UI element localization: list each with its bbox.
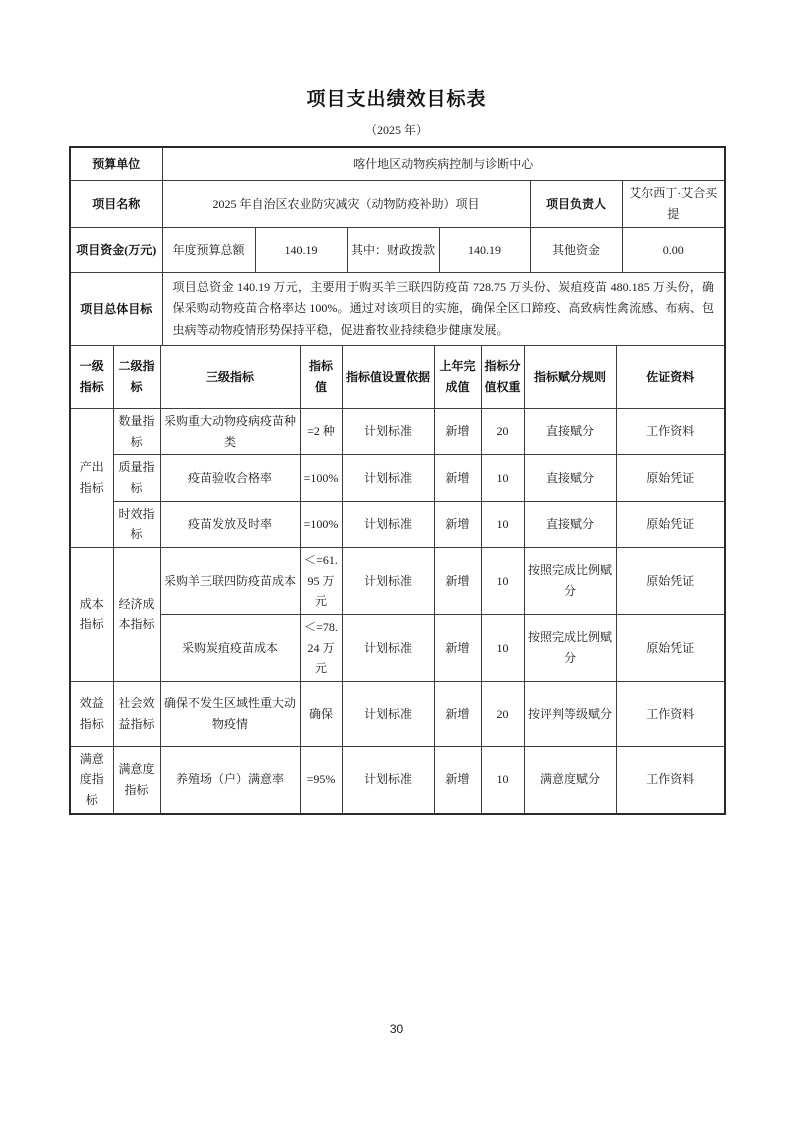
level3-cell: 确保不发生区域性重大动物疫情 <box>160 681 300 746</box>
level2-cell: 数量指标 <box>113 409 160 455</box>
header-level2: 二级指标 <box>113 346 160 409</box>
prev-cell: 新增 <box>434 681 481 746</box>
indicator-table <box>69 345 726 815</box>
evidence-cell: 工作资料 <box>616 409 725 455</box>
rule-cell: 按照完成比例赋分 <box>524 614 616 681</box>
funds-label: 项目资金(万元) <box>70 228 162 273</box>
weight-cell: 10 <box>481 746 524 813</box>
indicator-row-timeliness <box>70 501 725 547</box>
header-level1: 一级指标 <box>70 346 113 409</box>
indicator-header-row <box>70 346 725 409</box>
basis-cell: 计划标准 <box>342 409 434 455</box>
value-cell: =95% <box>300 746 342 813</box>
evidence-cell: 原始凭证 <box>616 547 725 614</box>
page-title: 项目支出绩效目标表 <box>306 89 487 110</box>
indicator-row-benefit <box>70 681 725 746</box>
basis-cell: 计划标准 <box>342 746 434 813</box>
weight-cell: 10 <box>481 455 524 501</box>
value-cell: =100% <box>300 455 342 501</box>
indicator-row-cost-anthrax-vaccine <box>70 614 725 681</box>
prev-cell: 新增 <box>434 455 481 501</box>
level2-cell: 社会效益指标 <box>113 681 160 746</box>
value-cell: 确保 <box>300 681 342 746</box>
indicator-row-quality <box>70 455 725 501</box>
budget-unit-row <box>70 147 725 181</box>
prev-cell: 新增 <box>434 409 481 455</box>
header-prev: 上年完成值 <box>434 346 481 409</box>
rule-cell: 直接赋分 <box>524 501 616 547</box>
rule-cell: 按评判等级赋分 <box>524 681 616 746</box>
header-evidence: 佐证资料 <box>616 346 725 409</box>
level1-cost-cell: 成本指标 <box>70 547 113 681</box>
rule-cell: 直接赋分 <box>524 455 616 501</box>
weight-cell: 20 <box>481 409 524 455</box>
project-info-table <box>69 146 726 346</box>
level3-cell: 采购重大动物疫病疫苗种类 <box>160 409 300 455</box>
project-name-value: 2025 年自治区农业防灾减灾（动物防疫补助）项目 <box>162 181 530 228</box>
prev-cell: 新增 <box>434 614 481 681</box>
project-name-row <box>70 181 725 228</box>
level1-output-cell: 产出指标 <box>70 409 113 548</box>
level1-benefit-cell: 效益指标 <box>70 681 113 746</box>
basis-cell: 计划标准 <box>342 681 434 746</box>
annual-budget-label: 年度预算总额 <box>162 228 255 273</box>
value-cell: =2 种 <box>300 409 342 455</box>
weight-cell: 10 <box>481 547 524 614</box>
other-funds-value: 0.00 <box>622 228 725 273</box>
value-cell: ＜=61.95 万元 <box>300 547 342 614</box>
weight-cell: 20 <box>481 681 524 746</box>
basis-cell: 计划标准 <box>342 501 434 547</box>
budget-unit-label: 预算单位 <box>70 147 162 181</box>
project-leader-label: 项目负责人 <box>530 181 622 228</box>
budget-unit-value: 喀什地区动物疾病控制与诊断中心 <box>162 147 725 181</box>
value-cell: ＜=78.24 万元 <box>300 614 342 681</box>
prev-cell: 新增 <box>434 746 481 813</box>
level2-cell: 时效指标 <box>113 501 160 547</box>
page-number: 30 <box>389 1022 404 1036</box>
evidence-cell: 工作资料 <box>616 681 725 746</box>
value-cell: =100% <box>300 501 342 547</box>
prev-cell: 新增 <box>434 501 481 547</box>
evidence-cell: 原始凭证 <box>616 501 725 547</box>
evidence-cell: 工作资料 <box>616 746 725 813</box>
evidence-cell: 原始凭证 <box>616 614 725 681</box>
level2-economic-cost-cell: 经济成本指标 <box>113 547 160 681</box>
evidence-cell: 原始凭证 <box>616 455 725 501</box>
level3-cell: 采购羊三联四防疫苗成本 <box>160 547 300 614</box>
weight-cell: 10 <box>481 501 524 547</box>
fiscal-allocation-value: 140.19 <box>439 228 530 273</box>
basis-cell: 计划标准 <box>342 614 434 681</box>
fiscal-allocation-label: 其中：财政拨款 <box>347 228 439 273</box>
rule-cell: 满意度赋分 <box>524 746 616 813</box>
header-level3: 三级指标 <box>160 346 300 409</box>
annual-budget-value: 140.19 <box>255 228 347 273</box>
indicator-row-satisfaction <box>70 746 725 813</box>
indicator-row-quantity <box>70 409 725 455</box>
header-value: 指标值 <box>300 346 342 409</box>
level2-cell: 满意度指标 <box>113 746 160 813</box>
header-weight: 指标分值权重 <box>481 346 524 409</box>
other-funds-label: 其他资金 <box>530 228 622 273</box>
overall-goal-row <box>70 273 725 346</box>
level3-cell: 疫苗发放及时率 <box>160 501 300 547</box>
level3-cell: 采购炭疽疫苗成本 <box>160 614 300 681</box>
level1-satisfaction-cell: 满意度指标 <box>70 746 113 813</box>
performance-target-table <box>69 146 724 815</box>
project-name-label: 项目名称 <box>70 181 162 228</box>
basis-cell: 计划标准 <box>342 455 434 501</box>
basis-cell: 计划标准 <box>342 547 434 614</box>
overall-goal-value: 项目总资金 140.19 万元，主要用于购买羊三联四防疫苗 728.75 万头份、炭疽疫苗 480.185 万头份，确保采购动物疫苗合格率达 100%。通过对该项目的实施，确保全区口蹄疫、高致病性禽流感、布病、包虫病等动物疫情形势保持平稳，促进畜牧业持续稳步健康发展。 <box>162 273 725 346</box>
indicator-row-cost-sheep-vaccine <box>70 547 725 614</box>
header-rule: 指标赋分规则 <box>524 346 616 409</box>
weight-cell: 10 <box>481 614 524 681</box>
rule-cell: 直接赋分 <box>524 409 616 455</box>
prev-cell: 新增 <box>434 547 481 614</box>
overall-goal-label: 项目总体目标 <box>70 273 162 346</box>
level3-cell: 疫苗验收合格率 <box>160 455 300 501</box>
rule-cell: 按照完成比例赋分 <box>524 547 616 614</box>
project-leader-value: 艾尔西丁·艾合买提 <box>622 181 725 228</box>
project-funds-row <box>70 228 725 273</box>
level3-cell: 养殖场（户）满意率 <box>160 746 300 813</box>
page-subtitle: （2025 年） <box>364 123 428 137</box>
level2-cell: 质量指标 <box>113 455 160 501</box>
header-basis: 指标值设置依据 <box>342 346 434 409</box>
